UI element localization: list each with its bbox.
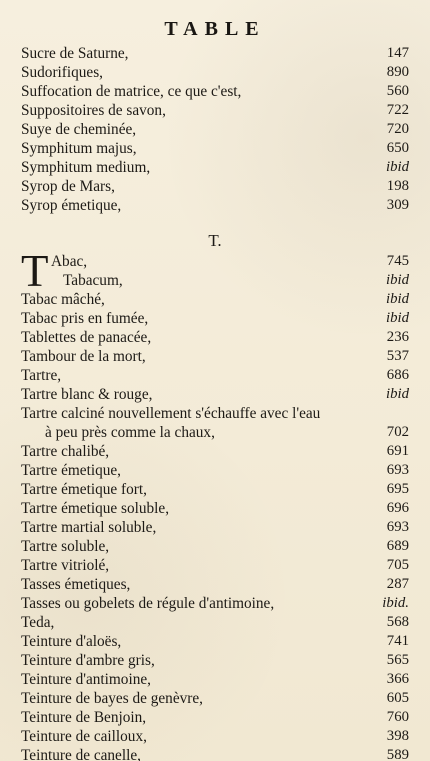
entry-term: Tartre émetique soluble, — [21, 500, 170, 517]
entry-page: 568 — [386, 614, 409, 630]
entry-term: Symphitum medium, — [21, 159, 151, 176]
entry-term: Teinture de canelle, — [21, 747, 141, 761]
section-letter: T. — [208, 231, 222, 250]
entry-page: 560 — [386, 83, 409, 99]
entry-page: 890 — [386, 64, 409, 80]
entry-page: 398 — [386, 728, 409, 744]
entry-term: Tartre chalibé, — [21, 443, 110, 460]
entry-page: 693 — [386, 519, 409, 535]
index-entry — [21, 82, 409, 101]
entry-page: 722 — [386, 102, 409, 118]
entry-term: Tartre émetique fort, — [21, 481, 147, 498]
section-gap — [21, 215, 409, 230]
entry-page: 720 — [386, 121, 409, 137]
entry-page: 236 — [386, 329, 409, 345]
entry-page: ibid — [385, 310, 409, 326]
entry-term: Tambour de la mort, — [21, 348, 146, 365]
index-content — [21, 44, 409, 761]
entry-page: 689 — [386, 538, 409, 554]
dropcap-page-1: 745 — [386, 253, 409, 269]
entry-page: 589 — [386, 747, 409, 761]
entry-page: 650 — [386, 140, 409, 156]
dropcap-entry — [21, 246, 409, 296]
entry-term: Tartre martial soluble, — [21, 519, 157, 536]
dropcap-letter: T — [21, 246, 49, 296]
entry-term: Tasses ou gobelets de régule d'antimoine, — [21, 595, 275, 612]
entry-term: Syrop de Mars, — [21, 178, 115, 195]
entry-term: Syrop émetique, — [21, 197, 122, 214]
entry-term: Suffocation de matrice, ce que c'est, — [21, 83, 242, 100]
entry-term: Teda, — [21, 614, 55, 631]
multiline-entry-line-1: Tartre calciné nouvellement s'échauffe avec l'eau — [21, 405, 321, 422]
entry-page: 696 — [386, 500, 409, 516]
dropcap-line-1: Abac, — [51, 253, 88, 270]
entry-term: Sudorifiques, — [21, 64, 104, 81]
entry-term: Tartre soluble, — [21, 538, 110, 555]
multiline-entry-page: 702 — [386, 424, 409, 440]
entry-term: Teinture de cailloux, — [21, 728, 147, 745]
index-entry — [21, 328, 409, 347]
entry-page: 691 — [386, 443, 409, 459]
entry-page: 605 — [386, 690, 409, 706]
entry-page: ibid — [385, 386, 409, 402]
entry-term: Teinture de bayes de genèvre, — [21, 690, 203, 707]
index-entry — [21, 613, 409, 632]
index-entry — [21, 461, 409, 480]
entry-page: 309 — [386, 197, 409, 213]
entry-page: 537 — [386, 348, 409, 364]
entry-term: Teinture d'antimoine, — [21, 671, 151, 688]
index-entry — [21, 499, 409, 518]
index-entry — [21, 556, 409, 575]
index-entry — [21, 670, 409, 689]
index-entry — [21, 366, 409, 385]
index-entry — [21, 101, 409, 120]
entry-term: Tartre vitriolé, — [21, 557, 110, 574]
entry-term: Tabac mâché, — [21, 291, 105, 308]
index-entry — [21, 575, 409, 594]
entry-term: Tabac pris en fumée, — [21, 310, 149, 327]
entry-page: 760 — [386, 709, 409, 725]
entry-page: ibid — [385, 159, 409, 175]
entry-term: Teinture d'aloës, — [21, 633, 122, 650]
index-entry — [21, 537, 409, 556]
entry-term: Suye de cheminée, — [21, 121, 137, 138]
index-entry — [21, 158, 409, 177]
index-entry — [21, 594, 409, 613]
dropcap-line-2: Tabacum, — [63, 272, 123, 289]
index-entry — [21, 480, 409, 499]
index-entry — [21, 708, 409, 727]
entry-term: Teinture d'ambre gris, — [21, 652, 155, 669]
entry-term: Tartre émetique, — [21, 462, 122, 479]
entry-page: 693 — [386, 462, 409, 478]
index-entry — [21, 63, 409, 82]
index-entry — [21, 290, 409, 309]
index-entry — [21, 689, 409, 708]
entry-term: Tartre blanc & rouge, — [21, 386, 153, 403]
entry-page: 147 — [386, 45, 409, 61]
index-entry — [21, 196, 409, 215]
index-entry — [21, 120, 409, 139]
entry-page: 695 — [386, 481, 409, 497]
entry-term: Tablettes de panacée, — [21, 329, 152, 346]
entry-page: 565 — [386, 652, 409, 668]
entry-page: 741 — [386, 633, 409, 649]
multiline-entry — [21, 404, 409, 442]
entry-term: Teinture de Benjoin, — [21, 709, 147, 726]
middle-entry-list — [21, 290, 409, 404]
index-entry — [21, 651, 409, 670]
index-entry — [21, 632, 409, 651]
index-entry — [21, 385, 409, 404]
entry-term: Sucre de Saturne, — [21, 45, 129, 62]
index-entry — [21, 139, 409, 158]
entry-term: Symphitum majus, — [21, 140, 137, 157]
multiline-entry-line-2: à peu près comme la chaux, — [45, 424, 215, 441]
entry-page: 686 — [386, 367, 409, 383]
entry-term: Tasses émetiques, — [21, 576, 131, 593]
entry-page: ibid. — [382, 595, 409, 611]
entry-page: 366 — [386, 671, 409, 687]
index-entry — [21, 746, 409, 761]
entry-page: 705 — [386, 557, 409, 573]
entry-page: 198 — [386, 178, 409, 194]
page-header: TABLE — [164, 18, 266, 40]
entry-page: 287 — [386, 576, 409, 592]
entry-page: ibid — [385, 291, 409, 307]
entry-term: Suppositoires de savon, — [21, 102, 166, 119]
index-entry — [21, 727, 409, 746]
index-entry — [21, 177, 409, 196]
index-entry — [21, 44, 409, 63]
index-entry — [21, 347, 409, 366]
top-entry-list — [21, 44, 409, 215]
dropcap-page-2: ibid — [385, 272, 409, 288]
index-entry — [21, 518, 409, 537]
index-entry — [21, 442, 409, 461]
bottom-entry-list — [21, 442, 409, 761]
entry-term: Tartre, — [21, 367, 62, 384]
index-entry — [21, 309, 409, 328]
